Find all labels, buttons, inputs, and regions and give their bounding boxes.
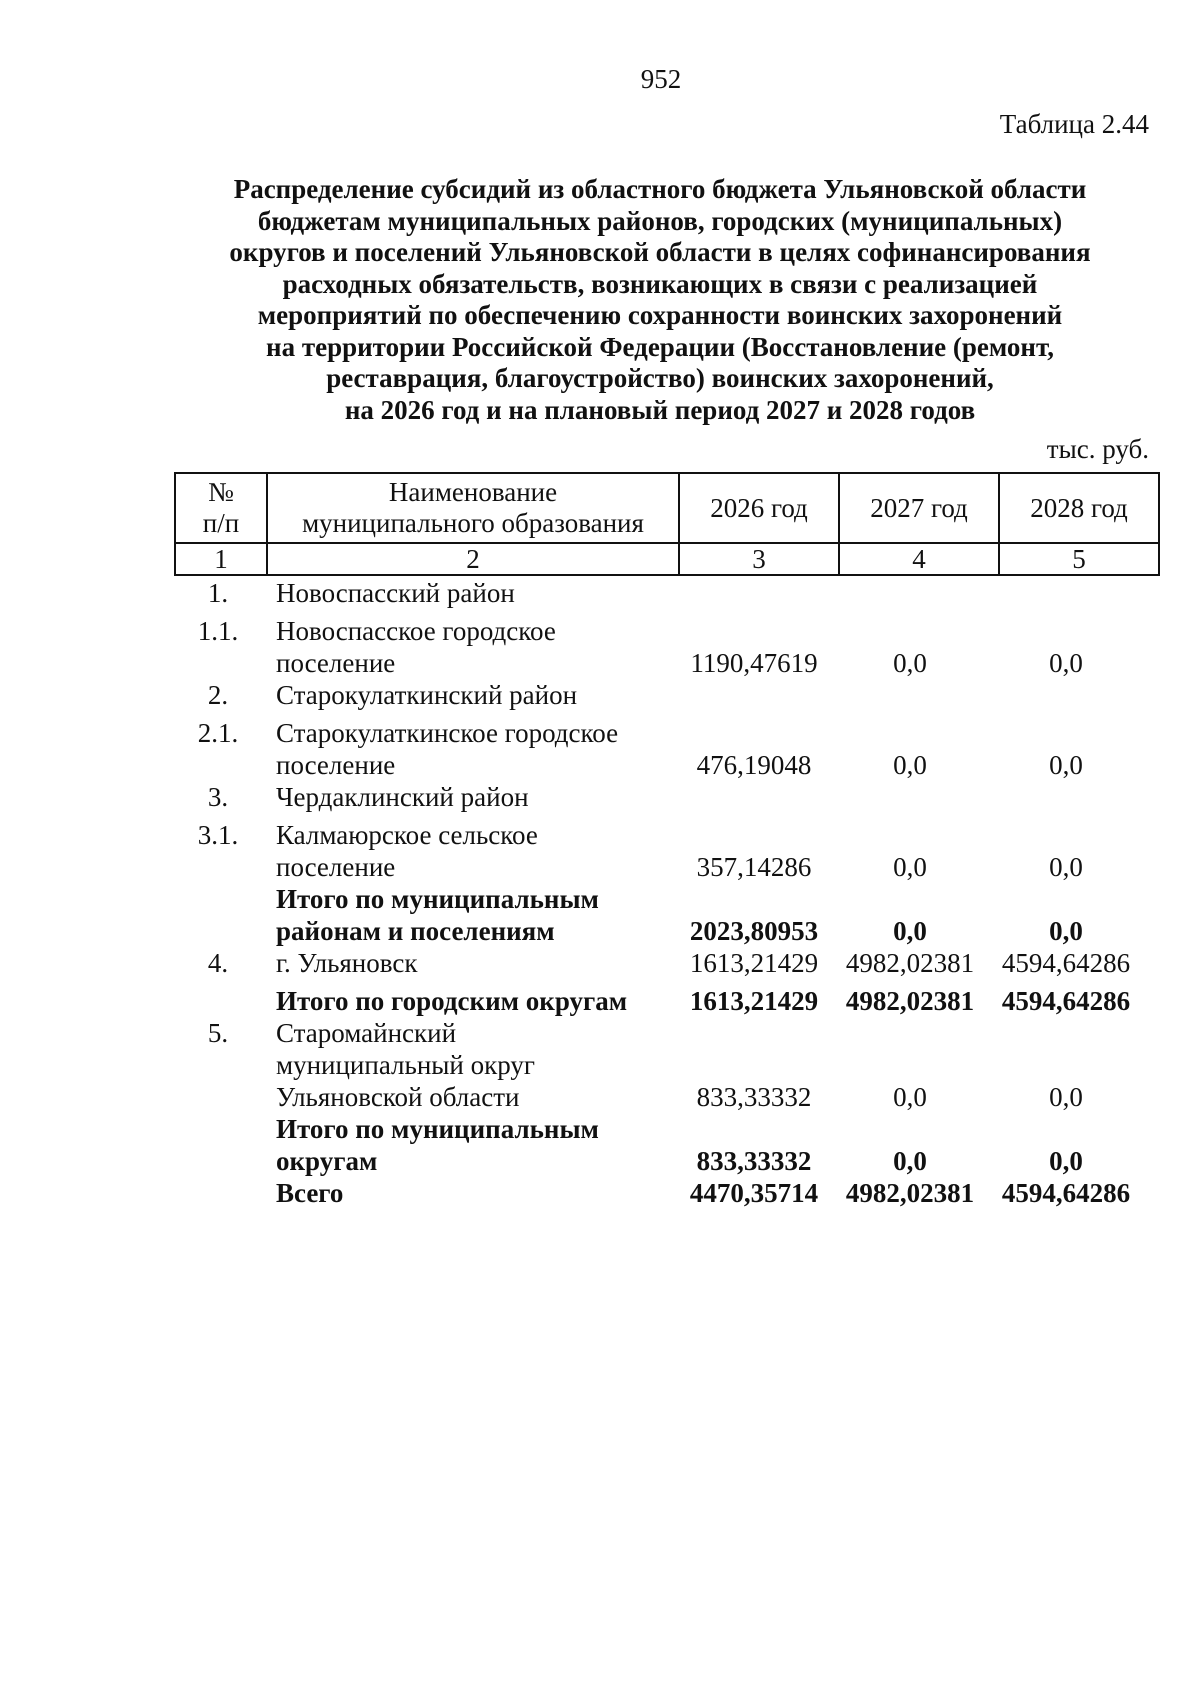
row-value-v2: 4982,02381 (845, 948, 975, 978)
row-name-line: г. Ульяновск (276, 948, 418, 978)
row-name-line: Итого по муниципальным (276, 884, 599, 914)
table-row (174, 947, 1154, 979)
table-label: Таблица 2.44 (999, 109, 1149, 139)
row-value-v1: 4470,35714 (689, 1178, 819, 1208)
row-name-line: Старокулаткинское городское (276, 718, 619, 748)
row-name-line: поселение (276, 852, 396, 882)
row-value-v1: 833,33332 (696, 1146, 812, 1176)
table-row (174, 1177, 1154, 1209)
header-cell-name (267, 473, 679, 543)
row-value-v1: 833,33332 (696, 1082, 812, 1112)
table-row (174, 985, 1154, 1017)
row-value-v2: 0,0 (893, 648, 927, 678)
document-title (180, 174, 1140, 426)
row-name-line: Итого по городским округам (276, 986, 628, 1016)
row-value-v3: 4594,64286 (1001, 986, 1131, 1016)
header-text: п/п (202, 508, 240, 538)
row-name (262, 947, 676, 979)
title-line: Распределение субсидий из областного бюджета Ульяновской области (233, 174, 1087, 204)
row-name (262, 781, 676, 813)
row-name-line: Новоспасское городское (276, 616, 556, 646)
header-text: № (208, 477, 234, 507)
row-value-v1: 1190,47619 (690, 648, 818, 678)
row-name (262, 985, 676, 1017)
row-name-line: Старомайнский (276, 1018, 457, 1048)
header-cell-2027: 2027 год (839, 473, 999, 543)
row-number: 1.1. (197, 616, 239, 646)
header-cell-num (175, 473, 267, 543)
header-text: муниципального образования (302, 508, 644, 538)
row-name-line: поселение (276, 648, 396, 678)
row-value-v2: 4982,02381 (845, 1178, 975, 1208)
title-line: расходных обязательств, возникающих в связи с реализацией (282, 268, 1038, 299)
row-value-v3: 0,0 (1049, 852, 1083, 882)
title-line: на 2026 год и на плановый период 2027 и 2028 годов (344, 394, 976, 425)
row-number: 1. (207, 578, 229, 608)
row-name (262, 1177, 676, 1209)
row-value-v3: 0,0 (1049, 1082, 1083, 1112)
row-name (262, 1113, 676, 1177)
column-number: 3 (679, 543, 839, 575)
row-name-line: Чердаклинский район (276, 782, 529, 812)
row-name-line: Новоспасский район (276, 578, 515, 608)
row-name (262, 679, 676, 711)
row-name-line: округам (276, 1146, 378, 1176)
column-number: 4 (839, 543, 999, 575)
column-number-row (175, 543, 1159, 575)
column-number: 5 (999, 543, 1159, 575)
table-row (174, 717, 1154, 781)
row-value-v3: 4594,64286 (1001, 948, 1131, 978)
row-name-line: Старокулаткинский район (276, 680, 578, 710)
row-number: 2.1. (197, 718, 239, 748)
table-body (174, 577, 1154, 1209)
column-number: 1 (175, 543, 267, 575)
row-value-v2: 0,0 (893, 1082, 927, 1112)
title-line: на территории Российской Федерации (Восстановление (ремонт, (266, 331, 1054, 362)
header-cell-2026: 2026 год (679, 473, 839, 543)
row-value-v2: 0,0 (893, 750, 927, 780)
row-value-v3: 0,0 (1049, 1146, 1083, 1176)
row-value-v3: 0,0 (1049, 648, 1083, 678)
title-line: мероприятий по обеспечению сохранности воинских захоронений (257, 300, 1063, 330)
row-value-v1: 357,14286 (696, 852, 812, 882)
header-row (175, 473, 1159, 543)
page-number: 952 (640, 64, 682, 94)
column-number: 2 (267, 543, 679, 575)
table-row (174, 577, 1154, 609)
row-name-line: Итого по муниципальным (276, 1114, 599, 1144)
units-label: тыс. руб. (1046, 434, 1149, 464)
row-name (262, 615, 676, 679)
row-name-line: поселение (276, 750, 396, 780)
row-value-v3: 0,0 (1049, 916, 1083, 946)
table-row (174, 615, 1154, 679)
title-line: реставрация, благоустройство) воинских захоронений, (326, 363, 994, 393)
row-name (262, 1017, 676, 1113)
row-name (262, 577, 676, 609)
row-value-v1: 1613,21429 (689, 948, 819, 978)
row-value-v3: 0,0 (1049, 750, 1083, 780)
row-number: 3. (207, 782, 229, 812)
row-name (262, 717, 676, 781)
title-line: округов и поселений Ульяновской области в целях софинансирования (229, 237, 1091, 267)
row-value-v1: 476,19048 (696, 750, 812, 780)
row-name-line: муниципальный округ (276, 1050, 535, 1080)
row-value-v2: 0,0 (893, 1146, 927, 1176)
row-number: 5. (207, 1018, 229, 1048)
row-value-v2: 0,0 (893, 916, 927, 946)
table-row (174, 679, 1154, 711)
row-name-line: Всего (276, 1178, 344, 1208)
row-value-v2: 0,0 (893, 852, 927, 882)
row-value-v1: 1613,21429 (689, 986, 819, 1016)
row-value-v3: 4594,64286 (1001, 1178, 1131, 1208)
header-text: Наименование (388, 477, 558, 507)
row-name (262, 819, 676, 883)
row-value-v2: 4982,02381 (845, 986, 975, 1016)
header-cell-2028: 2028 год (999, 473, 1159, 543)
row-number: 2. (207, 680, 229, 710)
table-row (174, 781, 1154, 813)
row-name-line: районам и поселениям (276, 916, 555, 946)
table-row (174, 883, 1154, 947)
table-row (174, 1113, 1154, 1177)
row-number: 3.1. (197, 820, 239, 850)
table-row (174, 1017, 1154, 1113)
row-name (262, 883, 676, 947)
table-row (174, 819, 1154, 883)
row-number: 4. (207, 948, 229, 978)
row-name-line: Калмаюрское сельское (276, 820, 538, 850)
title-line: бюджетам муниципальных районов, городских (муниципальных) (257, 205, 1063, 236)
row-name-line: Ульяновской области (276, 1082, 520, 1112)
table-header (174, 472, 1160, 576)
row-value-v1: 2023,80953 (689, 916, 819, 946)
